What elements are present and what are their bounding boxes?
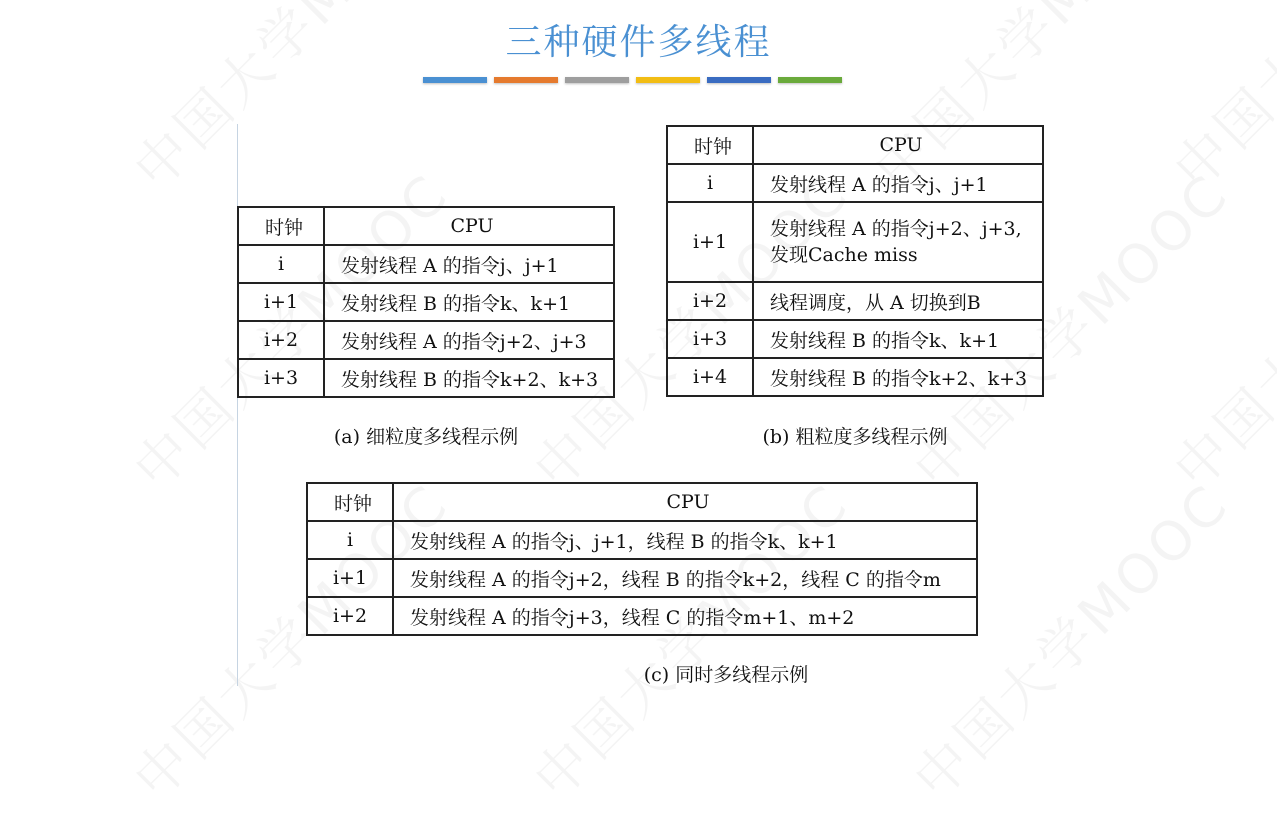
- clock-cell: i+1: [238, 283, 324, 321]
- cpu-cell: 发射线程 B 的指令k、k+1: [324, 283, 614, 321]
- table-row: [238, 359, 614, 397]
- table-header-row: [238, 207, 614, 245]
- color-segment: [636, 77, 700, 83]
- cpu-cell: 发射线程 B 的指令k+2、k+3: [753, 358, 1043, 396]
- cpu-cell: [753, 202, 1043, 282]
- header-clock: 时钟: [667, 126, 753, 164]
- table-row: [238, 283, 614, 321]
- color-segment: [494, 77, 558, 83]
- title-color-bar: [423, 77, 842, 83]
- clock-cell: i+2: [307, 597, 393, 635]
- fine-grained-table: [237, 206, 615, 398]
- header-cpu: CPU: [393, 483, 977, 521]
- cpu-cell: 发射线程 A 的指令j、j+1: [324, 245, 614, 283]
- cpu-cell: 发射线程 A 的指令j、j+1: [753, 164, 1043, 202]
- clock-cell: i+1: [667, 202, 753, 282]
- table-row: [307, 559, 977, 597]
- clock-cell: i+2: [667, 282, 753, 320]
- color-segment: [778, 77, 842, 83]
- caption-c: (c) 同时多线程示例: [643, 664, 809, 686]
- page-title: 三种硬件多线程: [505, 22, 772, 63]
- table-header-row: [307, 483, 977, 521]
- cpu-cell-line: 发射线程 A 的指令j+2、j+3,: [770, 218, 1022, 240]
- color-segment: [707, 77, 771, 83]
- coarse-grained-table: [666, 125, 1044, 397]
- cpu-cell: 发射线程 B 的指令k+2、k+3: [324, 359, 614, 397]
- cpu-cell: 发射线程 A 的指令j、j+1，线程 B 的指令k、k+1: [393, 521, 977, 559]
- clock-cell: i+4: [667, 358, 753, 396]
- table-row: [667, 282, 1043, 320]
- color-segment: [423, 77, 487, 83]
- simultaneous-table: [306, 482, 978, 636]
- table-row: [238, 245, 614, 283]
- table-row: [307, 597, 977, 635]
- clock-cell: i+2: [238, 321, 324, 359]
- header-cpu: CPU: [324, 207, 614, 245]
- color-segment: [565, 77, 629, 83]
- clock-cell: i+3: [238, 359, 324, 397]
- cpu-cell: 发射线程 A 的指令j+3，线程 C 的指令m+1、m+2: [393, 597, 977, 635]
- cpu-cell: 发射线程 A 的指令j+2，线程 B 的指令k+2，线程 C 的指令m: [393, 559, 977, 597]
- table-row: [238, 321, 614, 359]
- cpu-cell: 线程调度，从 A 切换到B: [753, 282, 1043, 320]
- table-row: [667, 164, 1043, 202]
- table-row: [307, 521, 977, 559]
- table-row: [667, 202, 1043, 282]
- table-row: [667, 358, 1043, 396]
- cpu-cell: 发射线程 A 的指令j+2、j+3: [324, 321, 614, 359]
- header-clock: 时钟: [307, 483, 393, 521]
- header-clock: 时钟: [238, 207, 324, 245]
- clock-cell: i: [307, 521, 393, 559]
- caption-a: (a) 细粒度多线程示例: [333, 426, 519, 448]
- header-cpu: CPU: [753, 126, 1043, 164]
- caption-b: (b) 粗粒度多线程示例: [762, 426, 948, 448]
- table-header-row: [667, 126, 1043, 164]
- cpu-cell: 发射线程 B 的指令k、k+1: [753, 320, 1043, 358]
- clock-cell: i: [667, 164, 753, 202]
- clock-cell: i+3: [667, 320, 753, 358]
- clock-cell: i+1: [307, 559, 393, 597]
- cpu-cell-line: 发现Cache miss: [770, 244, 918, 266]
- clock-cell: i: [238, 245, 324, 283]
- table-row: [667, 320, 1043, 358]
- watermark: [1154, 154, 1277, 504]
